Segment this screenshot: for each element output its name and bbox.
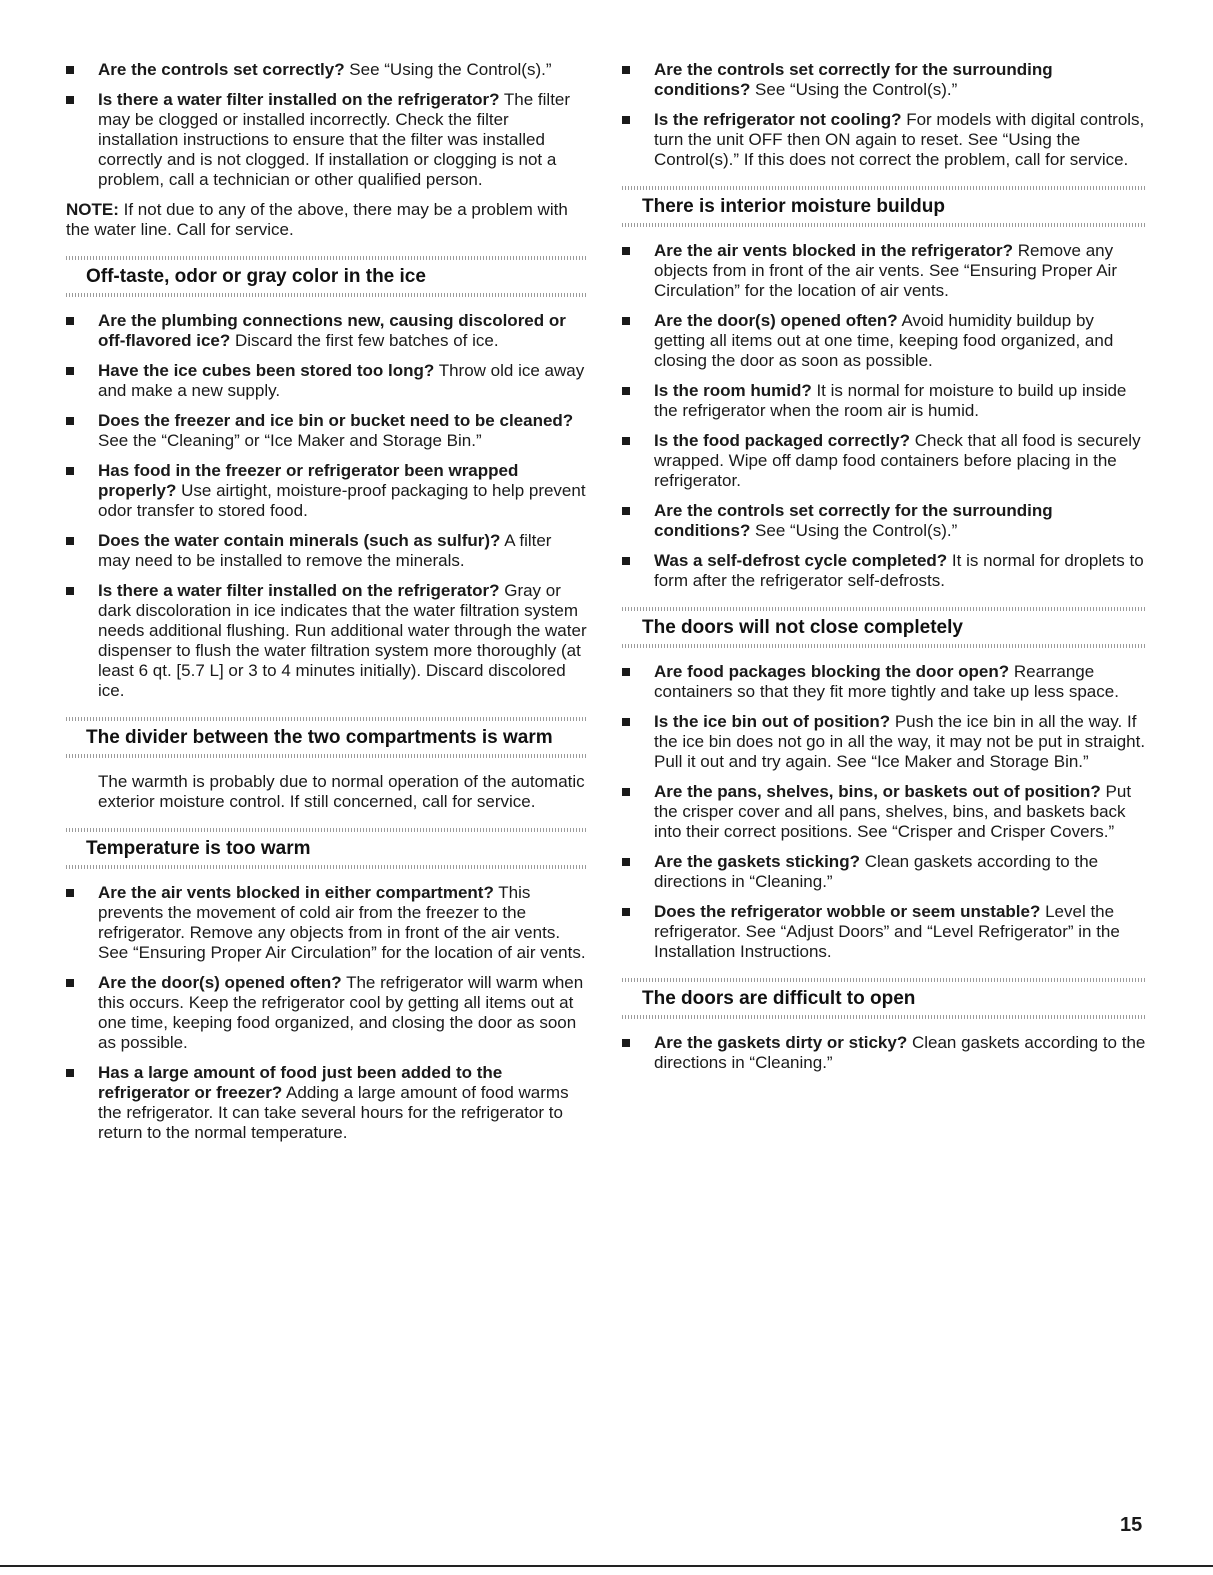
answer-text: Discard the first few batches of ice. [230, 331, 499, 350]
bullet-square-icon [622, 718, 630, 726]
bullet-square-icon [622, 1039, 630, 1047]
troubleshooting-item [622, 311, 1146, 371]
troubleshooting-item [66, 361, 588, 401]
section-heading-block [66, 828, 588, 869]
section-heading-block [622, 607, 1146, 648]
question-text: Is there a water filter installed on the refrigerator? [98, 581, 500, 600]
heading-bottom-rule [622, 223, 1146, 227]
question-text: Are the air vents blocked in the refrigerator? [654, 241, 1013, 260]
answer-text: Put the crisper cover and all pans, shelves, bins, and baskets back into their correct positions. See “Crisper and Crisper Covers.” [654, 782, 1132, 841]
section-heading: The doors will not close completely [642, 617, 963, 638]
heading-bottom-rule [66, 293, 588, 297]
answer-text: Adding a large amount of food warms the refrigerator. It can take several hours for the refrigerator to return to the normal temperature. [98, 1083, 569, 1142]
answer-text: Push the ice bin in all the way. If the ice bin does not go in all the way, it may not be put in straight. Pull it out and try again. See “Ice Maker and Storage Bin.” [654, 712, 1146, 771]
section-heading: There is interior moisture buildup [642, 196, 945, 217]
bullet-square-icon [66, 417, 74, 425]
question-text: Has a large amount of food just been added to the refrigerator or freezer? [98, 1063, 503, 1102]
answer-text: Remove any objects from in front of the air vents. See “Ensuring Proper Air Circulation” for the location of air vents. [654, 241, 1117, 300]
bullet-square-icon [66, 587, 74, 595]
note-label: NOTE: [66, 200, 119, 219]
bullet-square-icon [622, 507, 630, 515]
bullet-square-icon [622, 317, 630, 325]
page-number: 15 [1120, 1514, 1143, 1536]
bullet-square-icon [66, 467, 74, 475]
bullet-square-icon [622, 66, 630, 74]
answer-text: A filter may need to be installed to remove the minerals. [98, 531, 552, 570]
answer-text: Gray or dark discoloration in ice indicates that the water filtration system needs additional flushing. Run additional water through the water dispenser to flush the water filtration system more thoroughly (at least 6 qt. [5.7 L] or 3 to 4 minutes initially). Discard discolored ice. [98, 581, 587, 700]
answer-text: See “Using the Control(s).” [750, 521, 958, 540]
bullet-square-icon [66, 537, 74, 545]
question-text: Has food in the freezer or refrigerator been wrapped properly? [98, 461, 519, 500]
troubleshooting-item [622, 551, 1146, 591]
troubleshooting-item [622, 241, 1146, 301]
question-text: Are the controls set correctly for the surrounding conditions? [654, 501, 1053, 540]
right-column [622, 60, 1146, 1083]
answer-text: Clean gaskets according to the directions in “Cleaning.” [654, 852, 1099, 891]
troubleshooting-item [66, 581, 588, 701]
bullet-square-icon [622, 387, 630, 395]
question-text: Are the air vents blocked in either compartment? [98, 883, 494, 902]
bullet-square-icon [66, 66, 74, 74]
question-text: Is there a water filter installed on the refrigerator? [98, 90, 500, 109]
bullet-square-icon [622, 557, 630, 565]
answer-text: This prevents the movement of cold air from the freezer to the refrigerator. Remove any objects from in front of the air vents. See “Ensuring Proper Air Circulation” for the location of air vents. [98, 883, 586, 962]
answer-text: See the “Cleaning” or “Ice Maker and Storage Bin.” [98, 431, 482, 450]
answer-text: It is normal for moisture to build up inside the refrigerator when the room air is humid. [654, 381, 1127, 420]
bullet-square-icon [66, 889, 74, 897]
troubleshooting-item [622, 712, 1146, 772]
question-text: Are the door(s) opened often? [654, 311, 898, 330]
question-text: Does the refrigerator wobble or seem unstable? [654, 902, 1041, 921]
troubleshooting-item [66, 60, 588, 80]
heading-bottom-rule [66, 754, 588, 758]
answer-text: Rearrange containers so that they fit more tightly and take up less space. [654, 662, 1119, 701]
answer-text: Avoid humidity buildup by getting all items out at one time, keeping food organized, and closing the door as soon as possible. [654, 311, 1114, 370]
question-text: Have the ice cubes been stored too long? [98, 361, 435, 380]
question-text: Does the freezer and ice bin or bucket need to be cleaned? [98, 411, 574, 430]
answer-text: It is normal for droplets to form after the refrigerator self-defrosts. [654, 551, 1144, 590]
troubleshooting-item [622, 110, 1146, 170]
troubleshooting-item [66, 90, 588, 190]
answer-text: See “Using the Control(s).” [344, 60, 552, 79]
troubleshooting-item [66, 311, 588, 351]
bullet-square-icon [66, 317, 74, 325]
section-heading-block [66, 717, 588, 758]
question-text: Are the gaskets sticking? [654, 852, 860, 871]
question-text: Was a self-defrost cycle completed? [654, 551, 948, 570]
question-text: Does the water contain minerals (such as sulfur)? [98, 531, 501, 550]
bullet-square-icon [66, 979, 74, 987]
question-text: Are the controls set correctly? [98, 60, 345, 79]
troubleshooting-item [66, 973, 588, 1053]
bullet-square-icon [66, 96, 74, 104]
heading-bottom-rule [622, 1015, 1146, 1019]
answer-text: Check that all food is securely wrapped. Wipe off damp food containers before placing in the refrigerator. [654, 431, 1141, 490]
section-heading-block [622, 978, 1146, 1019]
section-heading: Temperature is too warm [86, 838, 311, 859]
bottom-rule [0, 1565, 1213, 1567]
bullet-square-icon [622, 858, 630, 866]
note-text: If not due to any of the above, there may be a problem with the water line. Call for service. [66, 200, 568, 239]
section-heading: The divider between the two compartments is warm [86, 727, 553, 748]
answer-text: Throw old ice away and make a new supply. [98, 361, 585, 400]
question-text: Is the food packaged correctly? [654, 431, 911, 450]
section-heading: Off-taste, odor or gray color in the ice [86, 266, 426, 287]
question-text: Are the door(s) opened often? [98, 973, 342, 992]
section-heading-block [622, 186, 1146, 227]
note [66, 200, 588, 240]
bullet-square-icon [66, 1069, 74, 1077]
question-text: Is the room humid? [654, 381, 812, 400]
question-text: Is the ice bin out of position? [654, 712, 891, 731]
bullet-square-icon [622, 668, 630, 676]
troubleshooting-item [622, 501, 1146, 541]
question-text: Are the pans, shelves, bins, or baskets out of position? [654, 782, 1101, 801]
answer-text: Use airtight, moisture-proof packaging to help prevent odor transfer to stored food. [98, 481, 586, 520]
bullet-square-icon [622, 437, 630, 445]
bullet-square-icon [622, 788, 630, 796]
question-text: Are the controls set correctly for the surrounding conditions? [654, 60, 1053, 99]
troubleshooting-item [622, 381, 1146, 421]
section-heading-block [66, 256, 588, 297]
troubleshooting-item [622, 852, 1146, 892]
troubleshooting-item [622, 431, 1146, 491]
bullet-square-icon [622, 908, 630, 916]
heading-bottom-rule [66, 865, 588, 869]
left-column [66, 60, 588, 1153]
troubleshooting-item [66, 1063, 588, 1143]
answer-text: Level the refrigerator. See “Adjust Doors” and “Level Refrigerator” in the Installation Instructions. [654, 902, 1120, 961]
bullet-square-icon [622, 116, 630, 124]
heading-bottom-rule [622, 644, 1146, 648]
troubleshooting-item [622, 1033, 1146, 1073]
answer-text: The filter may be clogged or installed incorrectly. Check the filter installation instructions to ensure that the filter was installed correctly and is not clogged. If installation or clogging is not a problem, call a technician or other qualified person. [98, 90, 571, 189]
section-heading: The doors are difficult to open [642, 988, 916, 1009]
question-text: Is the refrigerator not cooling? [654, 110, 902, 129]
bullet-square-icon [66, 367, 74, 375]
question-text: Are the gaskets dirty or sticky? [654, 1033, 908, 1052]
troubleshooting-item [66, 461, 588, 521]
section-paragraph: The warmth is probably due to normal operation of the automatic exterior moisture control. If still concerned, call for service. [98, 772, 585, 811]
answer-text: The refrigerator will warm when this occurs. Keep the refrigerator cool by getting all items out at one time, keeping food organized, and closing the door as soon as possible. [98, 973, 584, 1052]
troubleshooting-item [66, 531, 588, 571]
troubleshooting-item [622, 662, 1146, 702]
answer-text: Clean gaskets according to the directions in “Cleaning.” [654, 1033, 1146, 1072]
troubleshooting-item [622, 902, 1146, 962]
troubleshooting-item [66, 883, 588, 963]
bullet-square-icon [622, 247, 630, 255]
answer-text: See “Using the Control(s).” [750, 80, 958, 99]
question-text: Are the plumbing connections new, causing discolored or off-flavored ice? [98, 311, 566, 350]
troubleshooting-item [622, 782, 1146, 842]
answer-text: For models with digital controls, turn the unit OFF then ON again to reset. See “Using the Control(s).” If this does not correct the problem, call for service. [654, 110, 1145, 169]
troubleshooting-item [66, 411, 588, 451]
question-text: Are food packages blocking the door open? [654, 662, 1010, 681]
troubleshooting-item [622, 60, 1146, 100]
